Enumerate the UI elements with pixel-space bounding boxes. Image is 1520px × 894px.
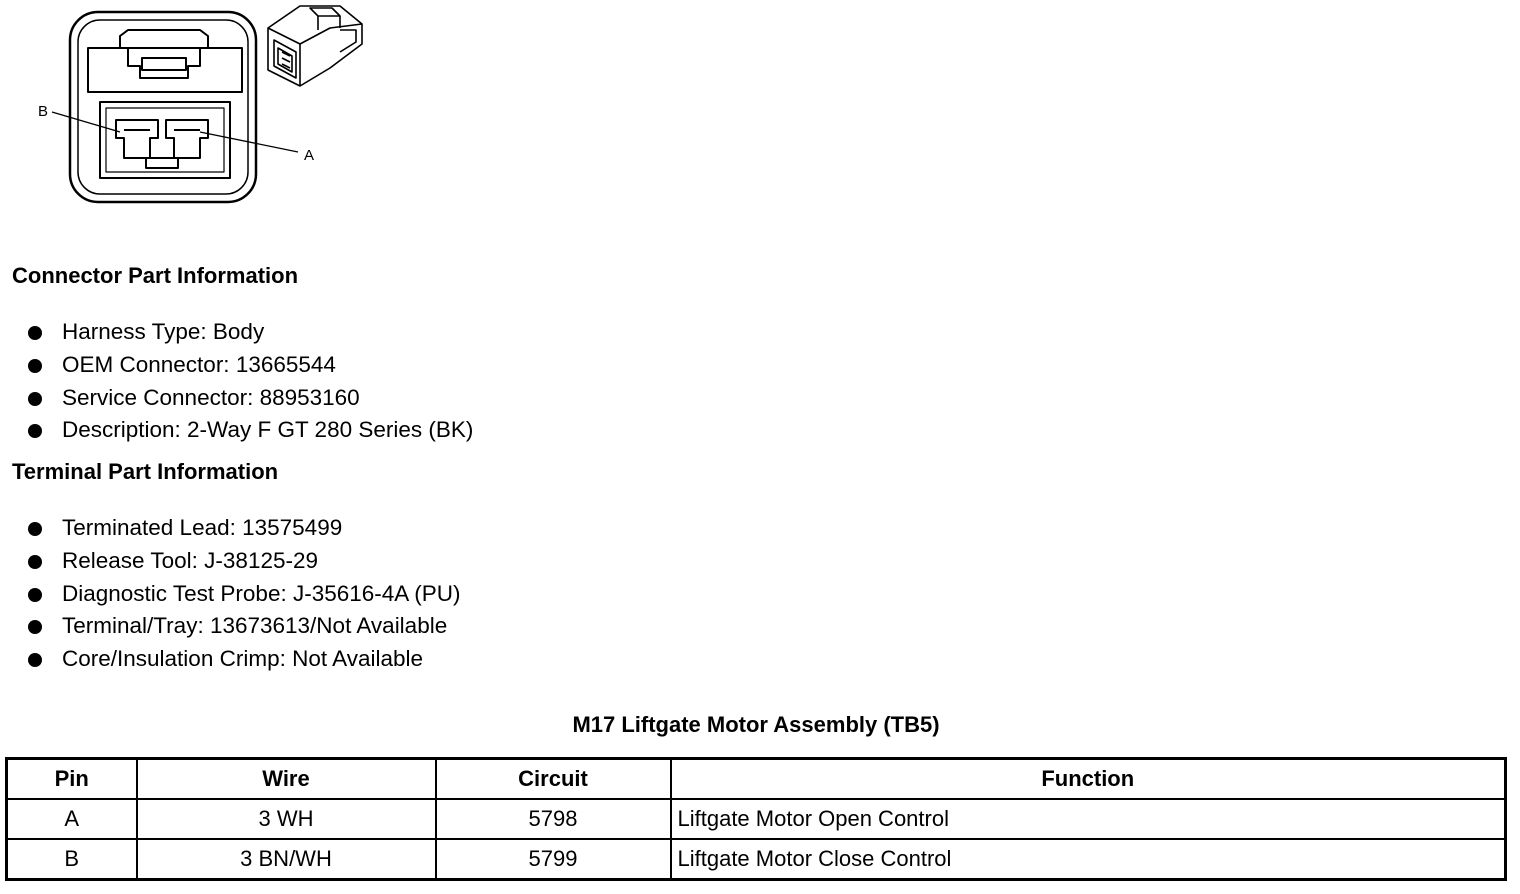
cell-pin: A	[7, 799, 137, 839]
list-item: Service Connector: 88953160	[28, 382, 473, 415]
connector-part-info-list	[28, 316, 473, 447]
cell-wire: 3 BN/WH	[137, 839, 436, 880]
connector-isometric-icon	[268, 6, 362, 86]
list-item: Description: 2-Way F GT 280 Series (BK)	[28, 414, 473, 447]
cell-function: Liftgate Motor Open Control	[671, 799, 1506, 839]
bullet-icon	[28, 588, 42, 602]
bullet-icon	[28, 555, 42, 569]
connector-part-info-title: Connector Part Information	[12, 263, 299, 288]
bullet-icon	[28, 424, 42, 438]
bullet-icon	[28, 653, 42, 667]
bullet-icon	[28, 359, 42, 373]
table-row	[7, 839, 1506, 880]
pin-label-a: A	[304, 147, 315, 164]
list-item: Harness Type: Body	[28, 316, 473, 349]
terminal-part-info-list	[28, 512, 461, 676]
header-wire: Wire	[137, 759, 436, 800]
table-row	[7, 799, 1506, 839]
cell-circuit: 5798	[436, 799, 671, 839]
list-item: Terminated Lead: 13575499	[28, 512, 461, 545]
header-function: Function	[671, 759, 1506, 800]
cell-circuit: 5799	[436, 839, 671, 880]
bullet-icon	[28, 326, 42, 340]
pin-label-b: B	[38, 103, 49, 120]
list-item: Core/Insulation Crimp: Not Available	[28, 643, 461, 676]
terminal-part-info-title: Terminal Part Information	[12, 459, 279, 484]
connector-diagram	[0, 0, 380, 215]
cell-pin: B	[7, 839, 137, 880]
list-item: Release Tool: J-38125-29	[28, 545, 461, 578]
header-circuit: Circuit	[436, 759, 671, 800]
bullet-icon	[28, 620, 42, 634]
cell-wire: 3 WH	[137, 799, 436, 839]
table-title: M17 Liftgate Motor Assembly (TB5)	[572, 712, 940, 737]
list-item: Diagnostic Test Probe: J-35616-4A (PU)	[28, 578, 461, 611]
header-pin: Pin	[7, 759, 137, 800]
bullet-icon	[28, 522, 42, 536]
bullet-icon	[28, 392, 42, 406]
table-header-row	[7, 759, 1506, 800]
list-item: OEM Connector: 13665544	[28, 349, 473, 382]
list-item: Terminal/Tray: 13673613/Not Available	[28, 610, 461, 643]
pin-table	[5, 757, 1507, 881]
cell-function: Liftgate Motor Close Control	[671, 839, 1506, 880]
